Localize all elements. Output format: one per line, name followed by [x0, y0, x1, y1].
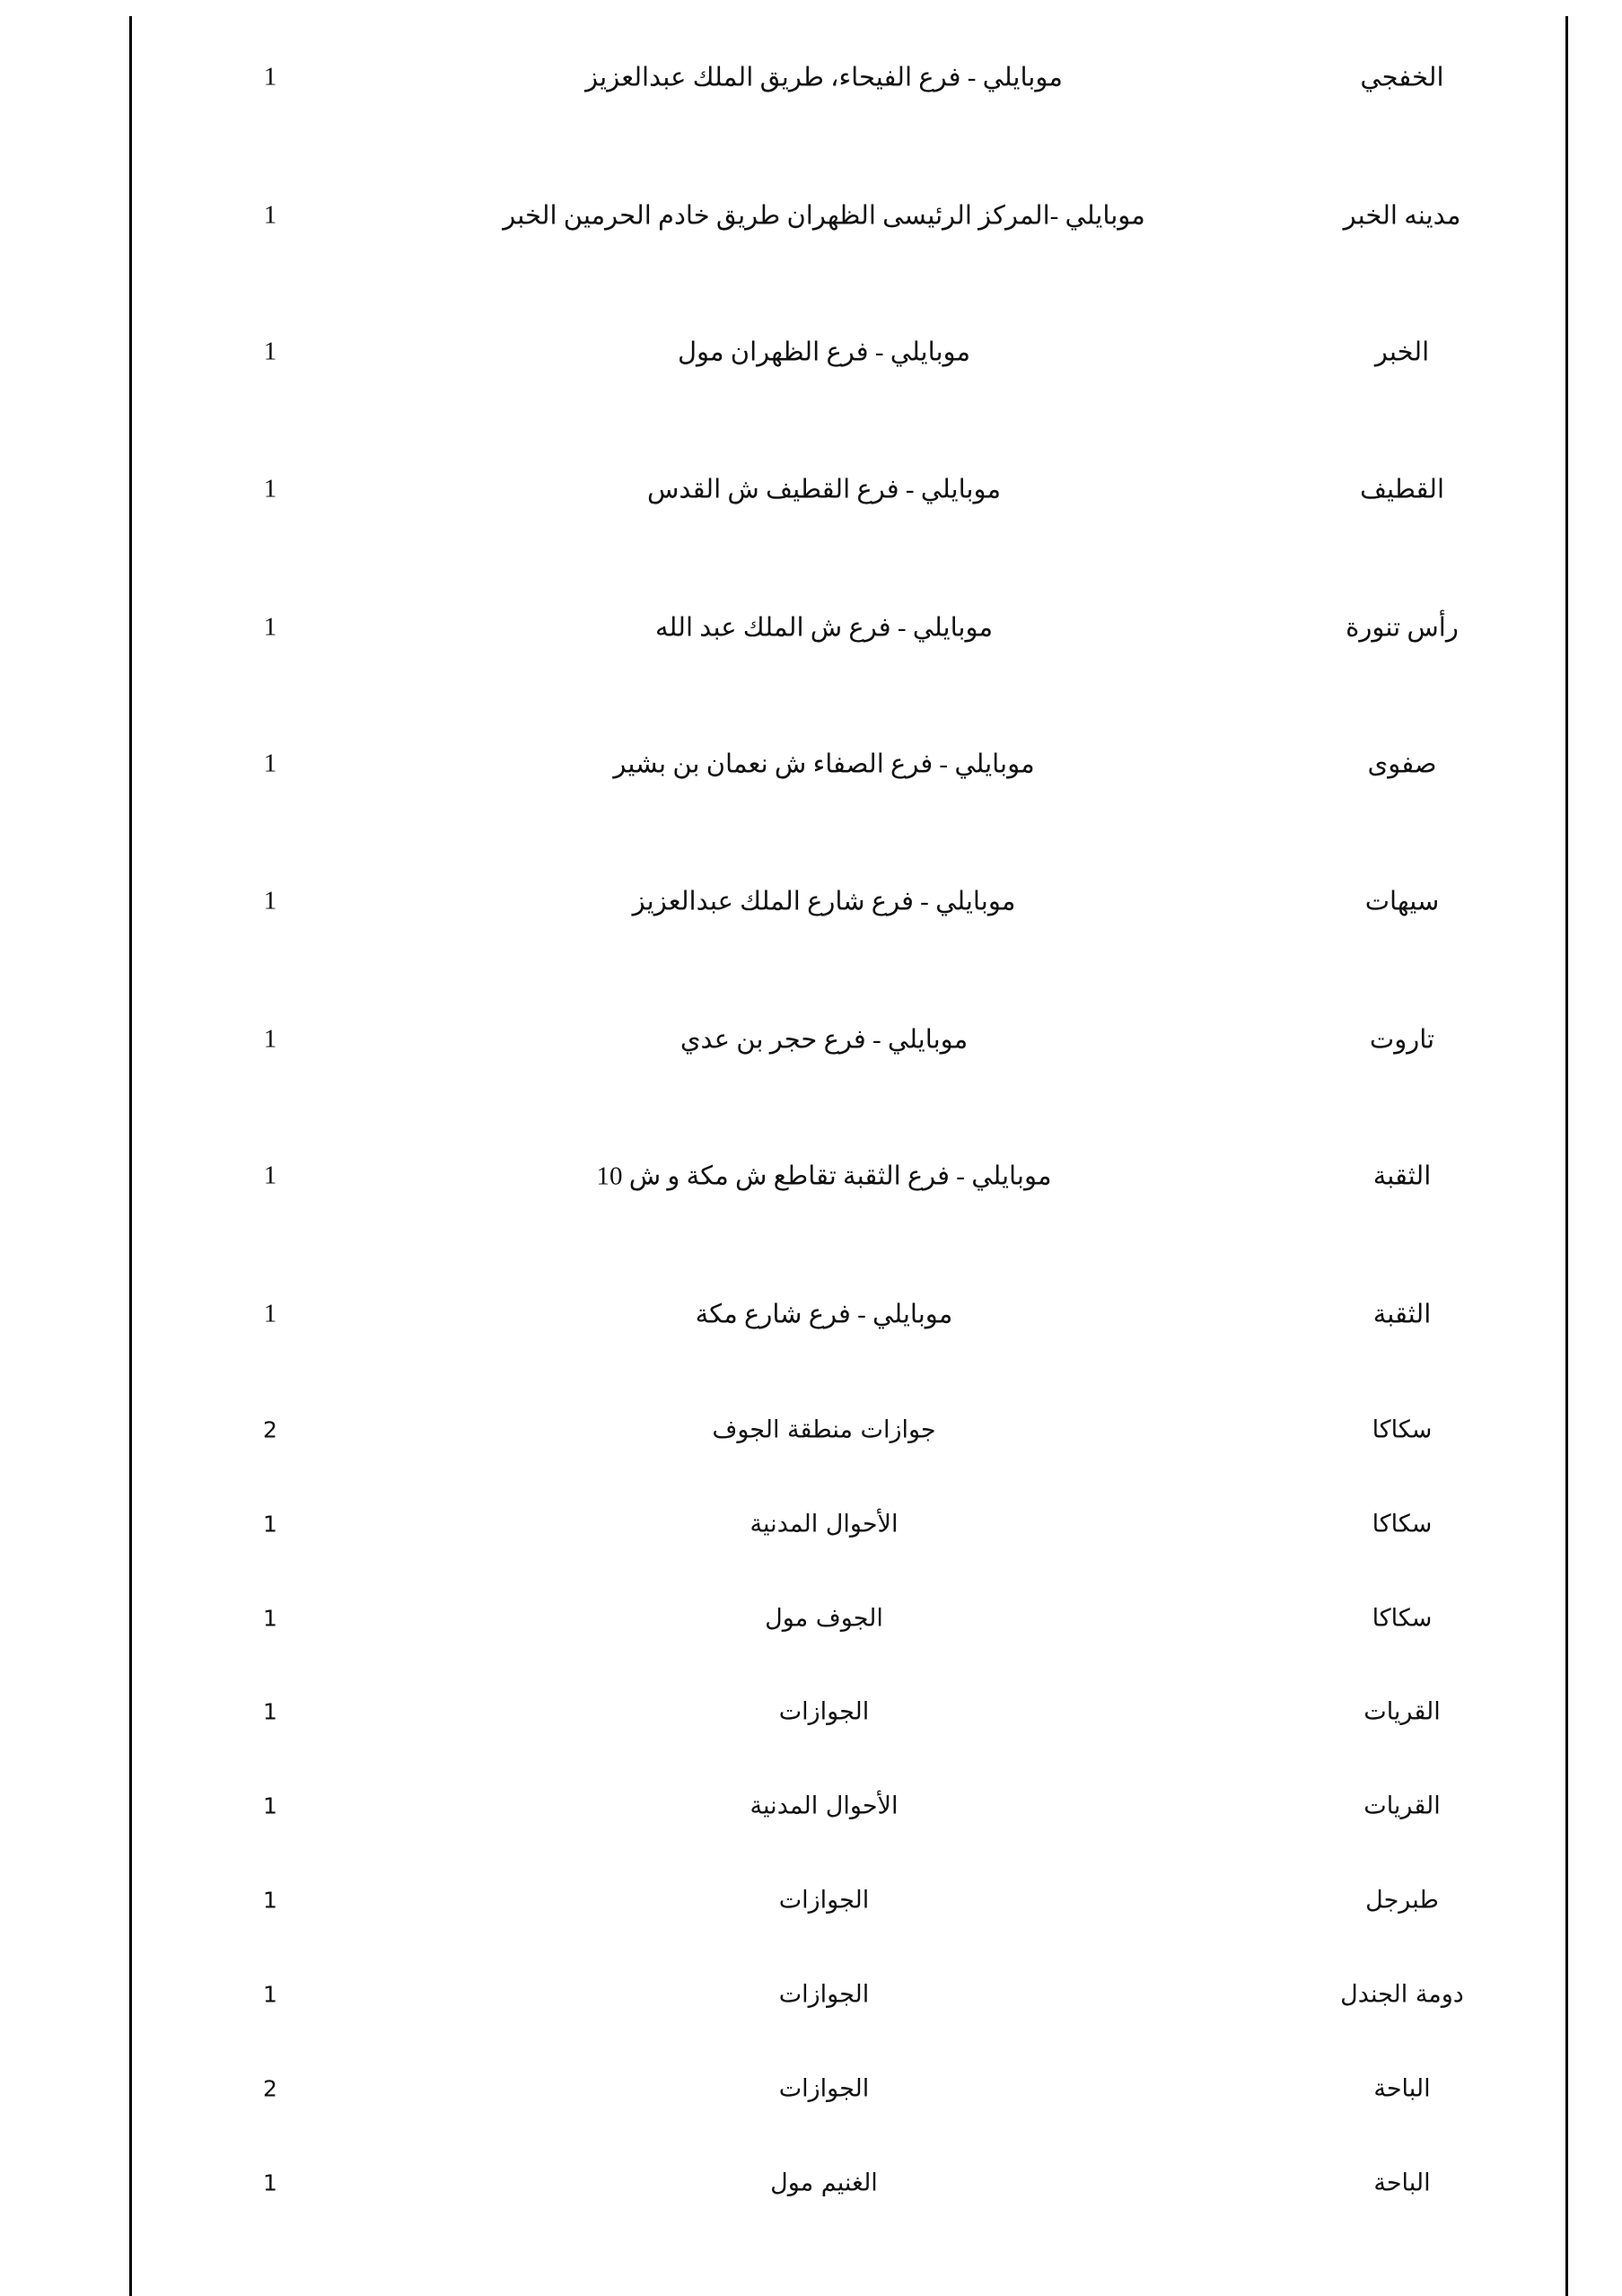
branch-cell: موبايلي - فرع الصفاء ش نعمان بن بشير	[613, 749, 1035, 779]
city-cell: القطيف	[1359, 475, 1445, 504]
city-cell: رأس تنورة	[1346, 613, 1459, 643]
branch-cell: الأحوال المدنية	[750, 1792, 899, 1820]
count-cell: 1	[263, 1024, 277, 1054]
table-row	[132, 1954, 1565, 2035]
city-cell: سكاكا	[1372, 1415, 1433, 1444]
city-cell: صفوى	[1367, 749, 1437, 779]
branch-cell: موبايلي - فرع الظهران مول	[677, 337, 971, 367]
city-cell: الباحة	[1373, 2074, 1431, 2103]
count-cell: 1	[263, 886, 277, 916]
count-cell: 1	[263, 1792, 277, 1819]
city-cell: سيهات	[1364, 887, 1440, 916]
branch-cell: الجوازات	[778, 1980, 870, 2009]
table-row	[132, 449, 1565, 530]
branch-cell: موبايلي - فرع شارع مكة	[695, 1300, 953, 1329]
count-cell: 1	[263, 1605, 277, 1632]
count-cell: 2	[263, 1416, 277, 1443]
city-cell: الثقبة	[1372, 1300, 1432, 1329]
city-cell: سكاكا	[1372, 1604, 1433, 1633]
count-cell: 1	[263, 200, 277, 230]
city-cell: الخفجي	[1360, 63, 1444, 92]
branch-cell: موبايلي -المركز الرئيسى الظهران طريق خادم الحرمين الخبر	[503, 201, 1145, 231]
count-cell: 1	[263, 1299, 277, 1328]
city-cell: القريات	[1363, 1697, 1441, 1726]
city-cell: تاروت	[1369, 1025, 1435, 1055]
city-cell: طبرجل	[1365, 1886, 1439, 1915]
branch-cell: موبايلي - فرع الفيحاء، طريق الملك عبدالعزيز	[585, 63, 1063, 92]
city-cell: الباحة	[1373, 2169, 1431, 2197]
count-cell: 1	[263, 337, 277, 366]
city-cell: سكاكا	[1372, 1510, 1433, 1538]
city-cell: دومة الجندل	[1340, 1980, 1464, 2009]
branch-cell: الجوازات	[778, 1697, 870, 1726]
city-cell: القريات	[1363, 1792, 1441, 1820]
table-row	[132, 1135, 1565, 1216]
table-row	[132, 723, 1565, 804]
branch-cell: الجوف مول	[765, 1604, 883, 1633]
table-row	[132, 175, 1565, 256]
branch-cell: الأحوال المدنية	[750, 1510, 899, 1538]
count-cell: 1	[263, 1887, 277, 1914]
branch-cell: موبايلي - فرع الثقبة تقاطع ش مكة و ش 10	[596, 1161, 1052, 1191]
count-cell: 1	[263, 1511, 277, 1538]
city-cell: الخبر	[1374, 337, 1430, 367]
table-row	[132, 587, 1565, 668]
count-cell: 1	[263, 612, 277, 642]
branch-cell: موبايلي - فرع القطيف ش القدس	[646, 475, 1002, 504]
table-row	[132, 999, 1565, 1080]
count-cell: 1	[263, 1161, 277, 1190]
count-cell: 1	[263, 749, 277, 778]
count-cell: 2	[263, 2075, 277, 2102]
table-row	[132, 1860, 1565, 1941]
table-row	[132, 1274, 1565, 1354]
table-row	[132, 861, 1565, 942]
table-row	[132, 1389, 1565, 1470]
table-row	[132, 1671, 1565, 1752]
branch-cell: جوازات منطقة الجوف	[712, 1415, 936, 1444]
branch-cell: الجوازات	[778, 1886, 870, 1915]
table-row	[132, 2143, 1565, 2223]
table-row	[132, 37, 1565, 118]
count-cell: 1	[263, 1981, 277, 2008]
count-cell: 1	[263, 62, 277, 92]
table-row	[132, 311, 1565, 392]
branch-cell: الغنيم مول	[770, 2169, 878, 2197]
table-row	[132, 1578, 1565, 1659]
city-cell: الثقبة	[1372, 1161, 1432, 1191]
count-cell: 1	[263, 2169, 277, 2196]
branch-cell: موبايلي - فرع شارع الملك عبدالعزيز	[632, 887, 1016, 916]
branch-cell: موبايلي - فرع حجر بن عدي	[679, 1025, 969, 1055]
branch-cell: موبايلي - فرع ش الملك عبد الله	[654, 613, 994, 643]
count-cell: 1	[263, 1698, 277, 1725]
table-row	[132, 1766, 1565, 1846]
city-cell: مدينه الخبر	[1343, 201, 1461, 231]
table-row	[132, 1484, 1565, 1564]
table-row	[132, 2048, 1565, 2129]
table-right-border	[1565, 16, 1568, 2296]
count-cell: 1	[263, 474, 277, 504]
branch-cell: الجوازات	[778, 2074, 870, 2103]
